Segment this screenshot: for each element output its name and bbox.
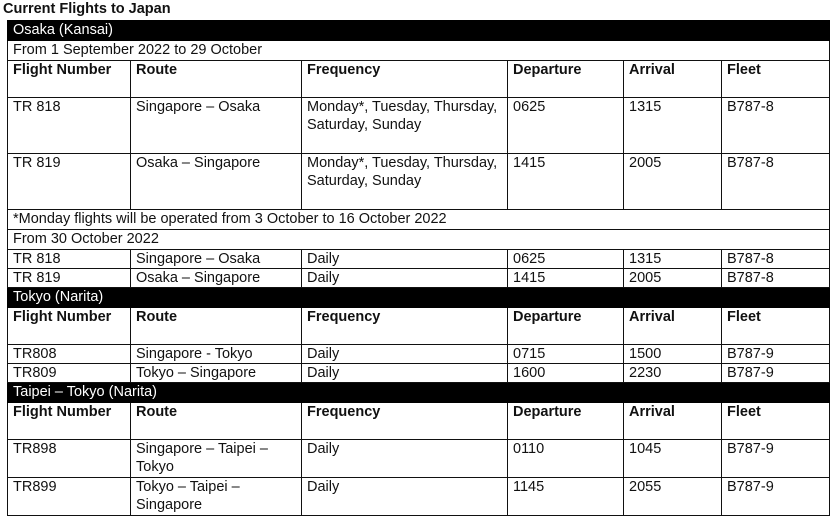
footnote-row bbox=[8, 210, 830, 230]
flight-number-cell: TR 819 bbox=[8, 154, 131, 210]
fleet-cell: B787-9 bbox=[722, 345, 830, 364]
column-header-arrival: Arrival bbox=[624, 308, 722, 345]
flight-number-cell: TR898 bbox=[8, 440, 131, 478]
table-row bbox=[8, 440, 830, 478]
route-cell: Tokyo – Singapore bbox=[131, 364, 302, 383]
column-header-departure: Departure bbox=[508, 61, 624, 98]
column-header-row bbox=[8, 61, 830, 98]
column-header-route: Route bbox=[131, 403, 302, 440]
column-header-fleet: Fleet bbox=[722, 308, 830, 345]
route-cell: Singapore - Tokyo bbox=[131, 345, 302, 364]
period-label: From 30 October 2022 bbox=[8, 230, 830, 250]
section-header-taipei bbox=[8, 383, 830, 403]
fleet-cell: B787-8 bbox=[722, 98, 830, 154]
departure-cell: 0715 bbox=[508, 345, 624, 364]
fleet-cell: B787-9 bbox=[722, 364, 830, 383]
table-row bbox=[8, 98, 830, 154]
column-header-row bbox=[8, 308, 830, 345]
page-title: Current Flights to Japan bbox=[3, 1, 171, 17]
departure-cell: 1415 bbox=[508, 154, 624, 210]
departure-cell: 0625 bbox=[508, 250, 624, 269]
period-row bbox=[8, 41, 830, 61]
frequency-cell: Daily bbox=[302, 478, 508, 516]
frequency-cell: Daily bbox=[302, 250, 508, 269]
arrival-cell: 1315 bbox=[624, 250, 722, 269]
frequency-cell: Daily bbox=[302, 364, 508, 383]
flight-number-cell: TR 818 bbox=[8, 250, 131, 269]
section-header-tokyo bbox=[8, 288, 830, 308]
flight-number-cell: TR 819 bbox=[8, 269, 131, 288]
departure-cell: 0625 bbox=[508, 98, 624, 154]
arrival-cell: 2005 bbox=[624, 269, 722, 288]
fleet-cell: B787-9 bbox=[722, 440, 830, 478]
frequency-cell: Monday*, Tuesday, Thursday, Saturday, Sunday bbox=[302, 154, 508, 210]
column-header-frequency: Frequency bbox=[302, 403, 508, 440]
column-header-fleet: Fleet bbox=[722, 61, 830, 98]
section-title-tokyo: Tokyo (Narita) bbox=[8, 288, 830, 308]
column-header-fleet: Fleet bbox=[722, 403, 830, 440]
table-row bbox=[8, 364, 830, 383]
arrival-cell: 1315 bbox=[624, 98, 722, 154]
column-header-route: Route bbox=[131, 308, 302, 345]
arrival-cell: 1045 bbox=[624, 440, 722, 478]
route-cell: Singapore – Osaka bbox=[131, 250, 302, 269]
column-header-flight-number: Flight Number bbox=[8, 403, 131, 440]
fleet-cell: B787-8 bbox=[722, 250, 830, 269]
frequency-cell: Daily bbox=[302, 440, 508, 478]
frequency-cell: Monday*, Tuesday, Thursday, Saturday, Sunday bbox=[302, 98, 508, 154]
route-cell: Singapore – Taipei – Tokyo bbox=[131, 440, 302, 478]
column-header-flight-number: Flight Number bbox=[8, 61, 131, 98]
column-header-route: Route bbox=[131, 61, 302, 98]
frequency-cell: Daily bbox=[302, 345, 508, 364]
period-label: From 1 September 2022 to 29 October bbox=[8, 41, 830, 61]
column-header-arrival: Arrival bbox=[624, 403, 722, 440]
table-row bbox=[8, 478, 830, 516]
arrival-cell: 1500 bbox=[624, 345, 722, 364]
fleet-cell: B787-8 bbox=[722, 154, 830, 210]
departure-cell: 1145 bbox=[508, 478, 624, 516]
flight-schedule-table bbox=[7, 20, 830, 516]
column-header-departure: Departure bbox=[508, 308, 624, 345]
departure-cell: 1600 bbox=[508, 364, 624, 383]
flight-number-cell: TR 818 bbox=[8, 98, 131, 154]
departure-cell: 1415 bbox=[508, 269, 624, 288]
column-header-arrival: Arrival bbox=[624, 61, 722, 98]
flight-number-cell: TR808 bbox=[8, 345, 131, 364]
frequency-cell: Daily bbox=[302, 269, 508, 288]
fleet-cell: B787-8 bbox=[722, 269, 830, 288]
footnote: *Monday flights will be operated from 3 October to 16 October 2022 bbox=[8, 210, 830, 230]
table-row bbox=[8, 154, 830, 210]
arrival-cell: 2055 bbox=[624, 478, 722, 516]
column-header-frequency: Frequency bbox=[302, 308, 508, 345]
table-row bbox=[8, 250, 830, 269]
column-header-frequency: Frequency bbox=[302, 61, 508, 98]
departure-cell: 0110 bbox=[508, 440, 624, 478]
route-cell: Osaka – Singapore bbox=[131, 269, 302, 288]
column-header-flight-number: Flight Number bbox=[8, 308, 131, 345]
column-header-departure: Departure bbox=[508, 403, 624, 440]
section-title-osaka: Osaka (Kansai) bbox=[8, 21, 830, 41]
arrival-cell: 2230 bbox=[624, 364, 722, 383]
column-header-row bbox=[8, 403, 830, 440]
period-row bbox=[8, 230, 830, 250]
section-title-taipei: Taipei – Tokyo (Narita) bbox=[8, 383, 830, 403]
flight-number-cell: TR899 bbox=[8, 478, 131, 516]
flight-number-cell: TR809 bbox=[8, 364, 131, 383]
fleet-cell: B787-9 bbox=[722, 478, 830, 516]
section-header-osaka bbox=[8, 21, 830, 41]
arrival-cell: 2005 bbox=[624, 154, 722, 210]
route-cell: Osaka – Singapore bbox=[131, 154, 302, 210]
table-row bbox=[8, 269, 830, 288]
route-cell: Tokyo – Taipei – Singapore bbox=[131, 478, 302, 516]
route-cell: Singapore – Osaka bbox=[131, 98, 302, 154]
table-row bbox=[8, 345, 830, 364]
